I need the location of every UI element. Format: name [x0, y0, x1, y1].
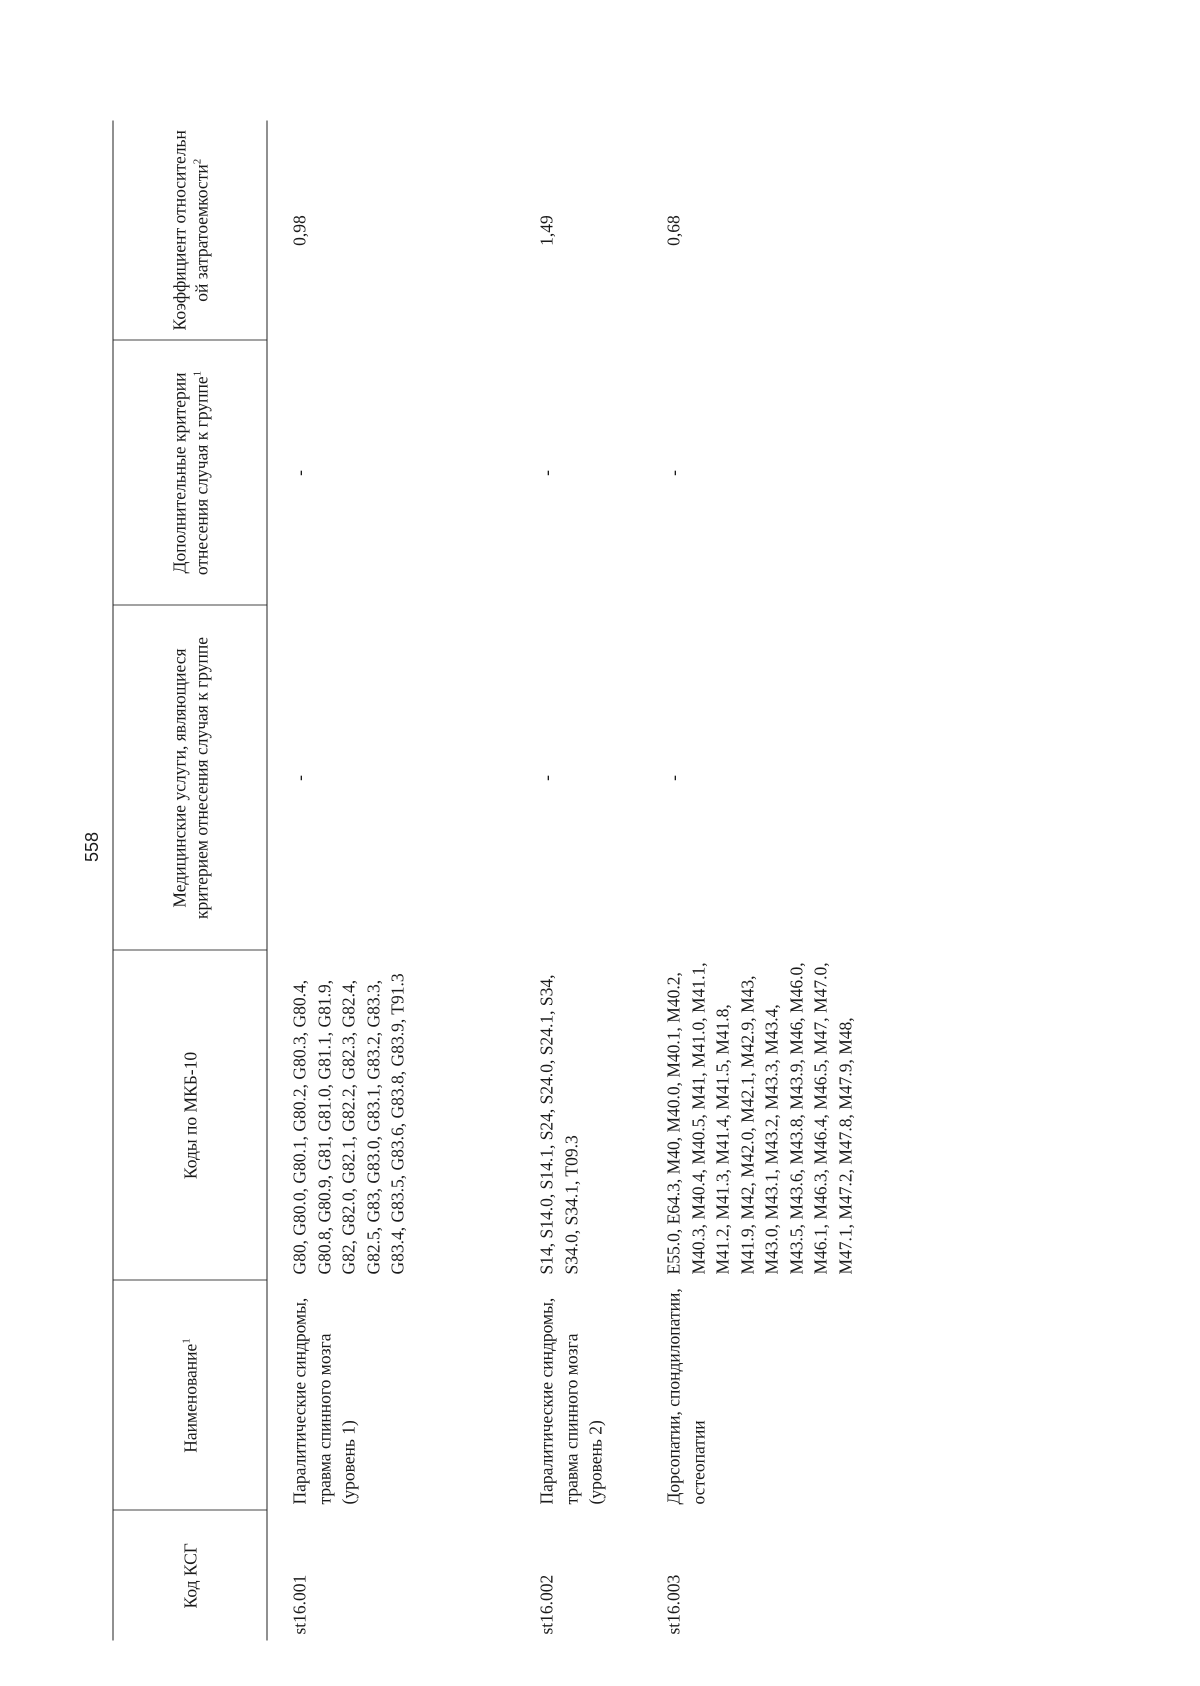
cell-icd: E55.0, E64.3, M40, M40.0, M40.1, M40.2, M40.3, M40.4, M40.5, M41, M41.0, M41.1, M41.2, M41.3, M41.4, M41.5, M41.8, M41.9, M42, M42.0, M42.1, M42.9, M43, M43.0, M43.1, M43.2, M43.3, M43.4, M43.5, M43.6, M43.8, M43.9, M46, M46.0, M46.1, M46.3, M46.4, M46.5, M47, M47.0, M47.1, M47.2, M47.8, M47.9, M48, [663, 962, 855, 1275]
cell-icd: G80, G80.0, G80.1, G80.2, G80.3, G80.4, G80.8, G80.9, G81, G81.0, G81.1, G81.9, G82, G82.0, G82.1, G82.2, G82.3, G82.4, G82.5, G83, G83.0, G83.1, G83.2, G83.3, G83.4, G83.5, G83.6, G83.8, G83.9, T91.3 [289, 973, 408, 1275]
cell-name: Дорсопатии, спондилопатии, остеопатии [663, 1288, 708, 1505]
header-services: Медицинские услуги, являющиеся критерием отнесения случая к группе [113, 606, 267, 951]
table-row [267, 121, 515, 1641]
cell-criteria: - [663, 470, 684, 476]
header-name: Наименование$^1$ [113, 1281, 267, 1511]
header-icd: Коды по МКБ-10 [113, 951, 267, 1281]
table-header-row [113, 121, 267, 1641]
cell-icd: S14, S14.0, S14.1, S24, S24.0, S24.1, S34, S34.0, S34.1, T09.3 [536, 974, 581, 1275]
page-number: 558 [82, 831, 102, 863]
cell-code: st16.003 [663, 1574, 684, 1635]
cell-name: Паралитические синдромы, травма спинного мозга (уровень 2) [536, 1297, 606, 1505]
cell-criteria: - [289, 470, 310, 476]
cell-code: st16.002 [536, 1574, 557, 1635]
cell-name: Паралитические синдромы, травма спинного мозга (уровень 1) [289, 1297, 359, 1505]
rotated-table-wrapper [113, 121, 1038, 1641]
header-criteria: Дополнительные критерии отнесения случая к группе$^1$ [113, 341, 267, 606]
cell-services: - [536, 775, 557, 781]
table-row [642, 121, 870, 1641]
header-code: Код КСГ [113, 1511, 267, 1641]
cell-coef: 0,98 [289, 215, 310, 246]
header-coef: Коэффициент относительной затратоемкости$^2$ [113, 121, 267, 341]
cell-coef: 0,68 [663, 215, 684, 246]
ksg-table [113, 121, 870, 1641]
cell-code: st16.001 [289, 1574, 310, 1635]
cell-services: - [663, 775, 684, 781]
cell-services: - [289, 775, 310, 781]
cell-coef: 1,49 [536, 215, 557, 246]
table-row [515, 121, 642, 1641]
cell-criteria: - [536, 470, 557, 476]
